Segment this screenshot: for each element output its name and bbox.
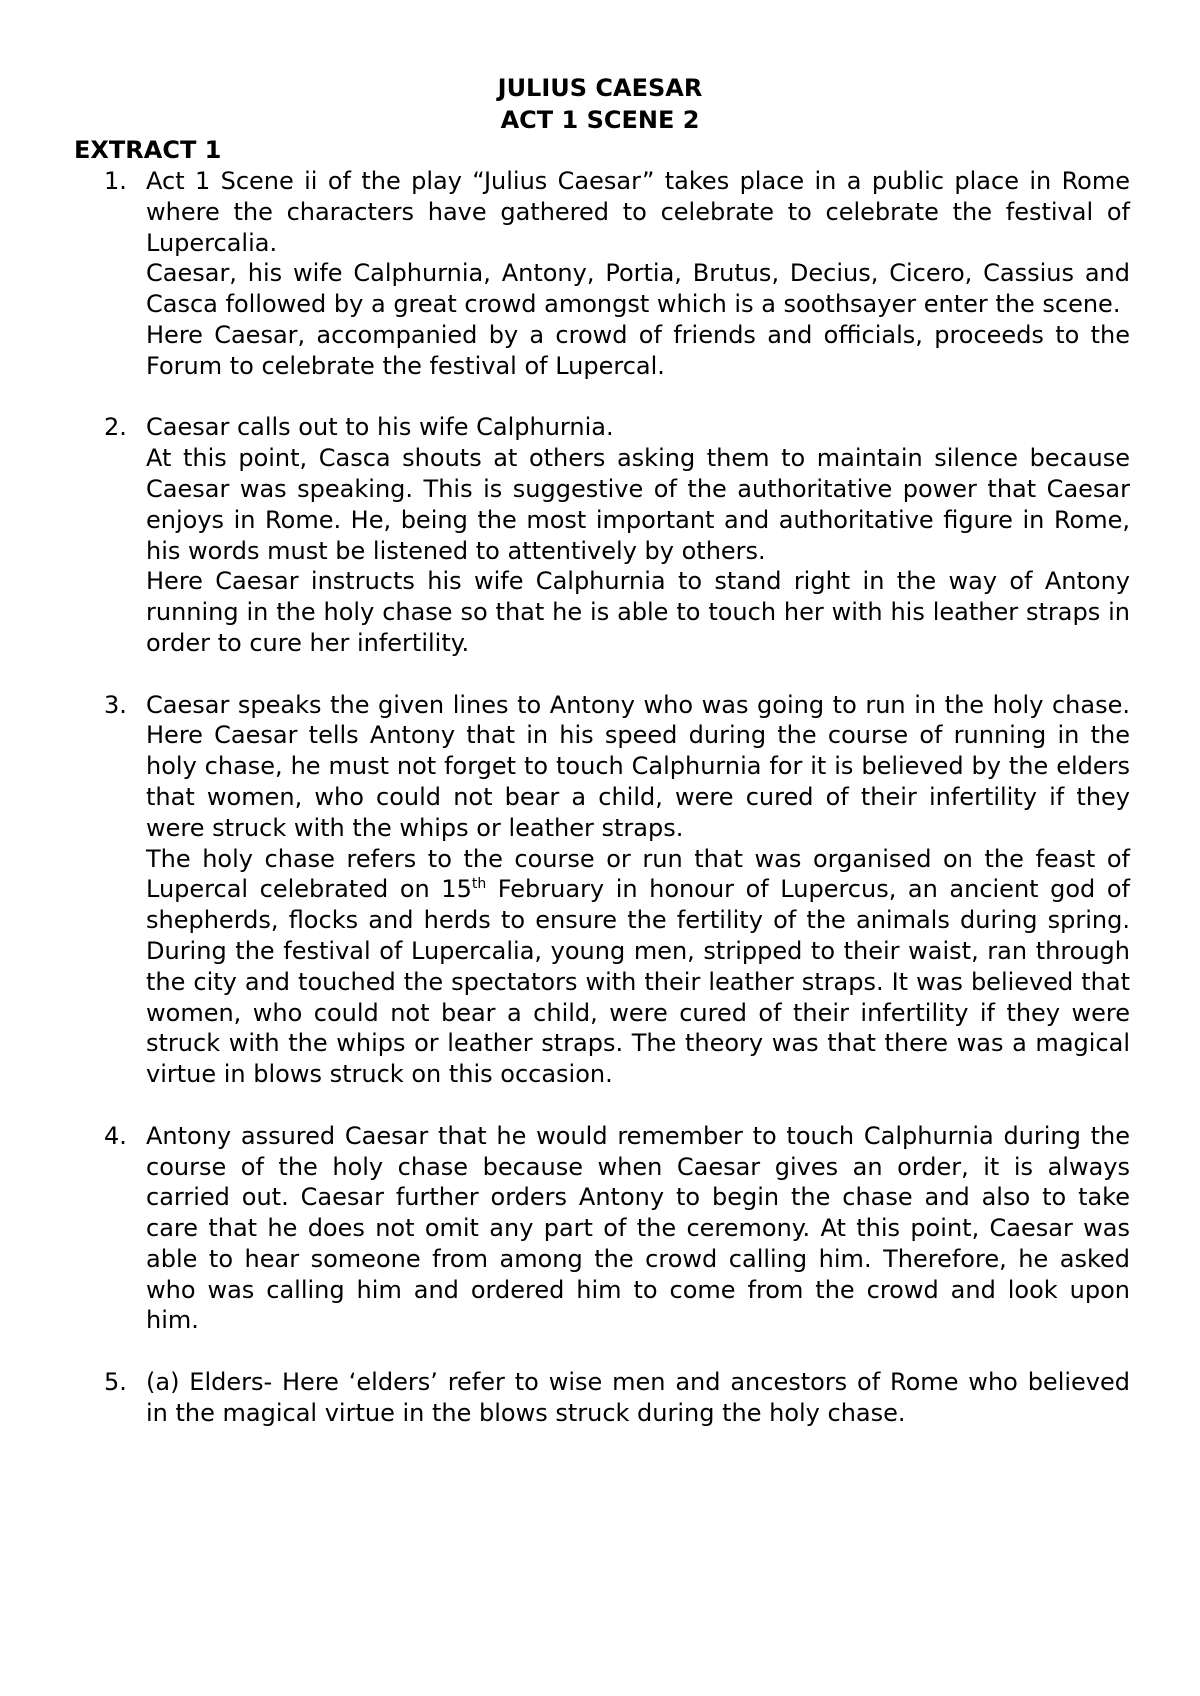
document-title: JULIUS CAESAR	[497, 74, 703, 102]
document-subtitle: ACT 1 SCENE 2	[500, 106, 700, 134]
text-fragment: The holy chase refers to the course or run that was organised on the feast of Lupercal celebrated on 15	[146, 844, 1130, 904]
paragraph-feast	[146, 844, 1130, 1090]
paragraph: At this point, Casca shouts at others asking them to maintain silence because Caesar was speaking. This is suggestive of the authoritative power that Caesar enjoys in Rome. He, being the most important and authoritative figure in Rome, his words must be listened to attentively by others.	[146, 444, 1130, 565]
item-number: 5.	[104, 1368, 127, 1397]
text-fragment: February in honour of Lupercus, an ancient god of shepherds, flocks and herds to ensure the fertility of the animals during spring. During the festival of Lupercalia, young men, stripped to their waist, ran through the city and touched the spectators with their leather straps. It was believed that women, who could not bear a child, were cured of their infertility if they were struck with the whips or leather straps. The theory was that there was a magical virtue in blows struck on this occasion.	[146, 875, 1130, 1089]
paragraph: Act 1 Scene ii of the play “Julius Caesar” takes place in a public place in Rome where the characters have gathered to celebrate to celebrate the festival of Lupercalia.	[146, 167, 1130, 257]
answer-list	[104, 166, 1130, 1459]
paragraph: Caesar, his wife Calphurnia, Antony, Portia, Brutus, Decius, Cicero, Cassius and Casca followed by a great crowd amongst which is a soothsayer enter the scene.	[146, 259, 1130, 319]
list-item	[104, 166, 1130, 382]
extract-heading: EXTRACT 1	[74, 136, 222, 164]
list-item	[104, 1367, 1130, 1429]
list-item	[104, 1121, 1130, 1337]
list-item	[104, 690, 1130, 1090]
paragraph: Here Caesar, accompanied by a crowd of friends and officials, proceeds to the Forum to celebrate the festival of Lupercal.	[146, 320, 1130, 380]
paragraph: Caesar calls out to his wife Calphurnia.	[146, 413, 614, 442]
title-block	[0, 72, 1200, 136]
item-number: 1.	[104, 167, 127, 195]
paragraph: (a) Elders- Here ‘elders’ refer to wise men and ancestors of Rome who believed in the magical virtue in the blows struck during the holy chase.	[146, 1368, 1130, 1427]
paragraph: Caesar speaks the given lines to Antony who was going to run in the holy chase. Here Caesar tells Antony that in his speed during the course of running in the holy chase, he must not forget to touch Calphurnia for it is believed by the elders that women, who could not bear a child, were cured of their infertility if they were struck with the whips or leather straps.	[146, 690, 1130, 842]
paragraph: Here Caesar instructs his wife Calphurnia to stand right in the way of Antony running in the holy chase so that he is able to touch her with his leather straps in order to cure her infertility.	[146, 567, 1130, 657]
item-number: 2.	[104, 413, 127, 442]
list-item	[104, 412, 1130, 658]
ordinal-suffix: th	[471, 876, 487, 893]
item-number: 3.	[104, 690, 127, 719]
item-number: 4.	[104, 1121, 127, 1150]
paragraph: Antony assured Caesar that he would remember to touch Calphurnia during the course of the holy chase because when Caesar gives an order, it is always carried out. Caesar further orders Antony to begin the chase and also to take care that he does not omit any part of the ceremony. At this point, Caesar was able to hear someone from among the crowd calling him. Therefore, he asked who was calling him and ordered him to come from the crowd and look upon him.	[146, 1121, 1130, 1335]
